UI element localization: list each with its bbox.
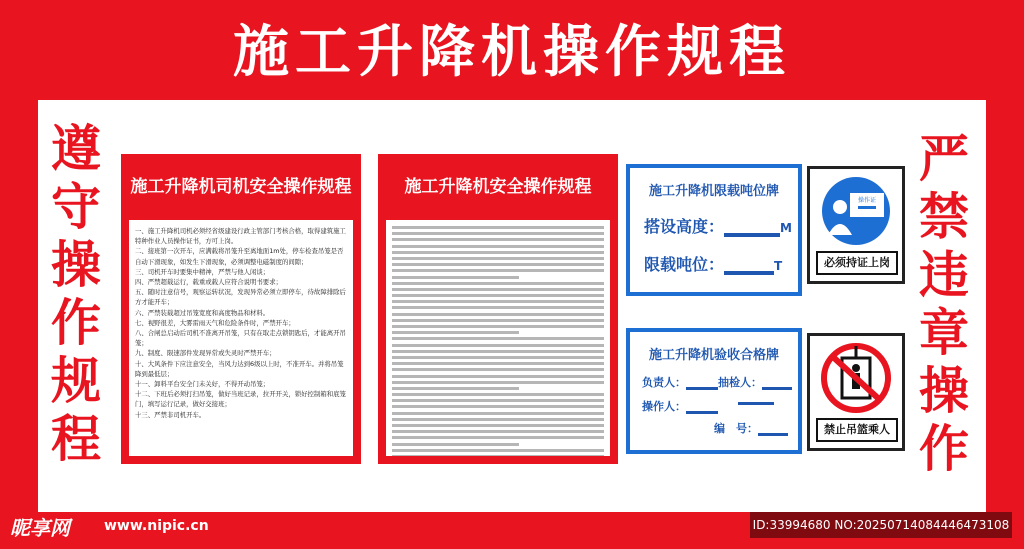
text-line (392, 226, 604, 229)
text-line (392, 232, 604, 235)
rule-item: 九、制度、限速部件发现异常或失灵时严禁开车； (135, 349, 276, 358)
text-line (392, 276, 519, 279)
certificate-label: 必须持证上岗 (816, 251, 898, 275)
board-title: 施工升降机操作规程 (233, 20, 791, 85)
rule-item: 三、司机开车时要集中精神，严禁与他人闲谈； (135, 267, 270, 276)
text-line (392, 337, 604, 340)
text-line (392, 418, 604, 421)
text-line (392, 263, 604, 266)
number-blank (758, 433, 788, 436)
no-riding-icon (810, 340, 902, 420)
text-line (392, 313, 604, 316)
load-unit: T (774, 259, 783, 273)
text-line (392, 257, 604, 260)
load-blank (724, 271, 774, 275)
acceptance-title: 施工升降机验收合格牌 (648, 348, 779, 363)
image-id-label: ID:33994680 NO:20250714084446473108 (750, 512, 1012, 538)
operator-row (642, 398, 718, 414)
rule-item: 八、合闸总启动后司机不准离开吊笼，只有在取走点锁钥匙后，才能离开吊笼； (135, 329, 346, 348)
owner-blank (686, 387, 718, 390)
driver-rules-list (129, 220, 353, 420)
number-label: 编 号： (714, 422, 758, 435)
height-row (644, 214, 792, 237)
text-line (392, 282, 604, 285)
extra-blank-row (738, 392, 774, 405)
text-line (392, 455, 604, 456)
load-label: 限载吨位： (644, 255, 725, 274)
load-limit-card (626, 164, 802, 296)
text-line (392, 399, 604, 402)
text-line (392, 436, 604, 439)
safety-rules-text-block (386, 220, 610, 456)
driver-rules-body (129, 220, 353, 456)
text-line (392, 381, 604, 384)
text-line (392, 430, 604, 433)
text-line (392, 319, 604, 322)
text-line (392, 306, 604, 309)
height-label: 搭设高度： (644, 217, 725, 236)
text-line (392, 405, 604, 408)
left-slogan: 遵守操作规程 (51, 120, 101, 468)
watermark-url: www.nipic.cn (104, 518, 209, 534)
rule-item: 二、接班第一次开车，应满载将吊笼升至离地面1m处，停车检查吊笼是否自动下滑现象，如发生下滑现象，必须调整电磁制度的间隙； (135, 247, 344, 266)
owner-label: 负责人： (642, 376, 686, 389)
certificate-icon (810, 173, 902, 253)
rule-item: 四、严禁超载运行，载重或载人应符合说明书要求； (135, 278, 282, 287)
text-line (392, 424, 604, 427)
text-line (392, 294, 604, 297)
text-line (392, 412, 604, 415)
rule-item: 七、视野很差，大雾雷雨天气和危险条件时，严禁开车； (135, 318, 295, 327)
load-row (644, 252, 782, 275)
text-line (392, 449, 604, 452)
text-line (392, 356, 604, 359)
right-slogan: 严禁违章操作 (919, 130, 969, 478)
safety-rules-panel (378, 154, 618, 464)
text-line (392, 344, 604, 347)
text-line (392, 325, 604, 328)
number-row (714, 420, 788, 436)
text-line (392, 443, 519, 446)
rule-item: 十二、下班后必须打扫吊笼，做好当班记录，拉开开关，锁好控制箱和底笼门，填写运行记录，做好交接班； (135, 390, 346, 409)
inspector-row (718, 374, 792, 390)
certificate-sign (807, 166, 905, 284)
text-line (392, 393, 604, 396)
height-blank (724, 233, 780, 237)
load-limit-title: 施工升降机限载吨位牌 (648, 184, 779, 199)
extra-blank (738, 402, 774, 405)
acceptance-card (626, 328, 802, 454)
inspector-label: 抽检人： (718, 376, 762, 389)
driver-rules-panel (121, 154, 361, 464)
text-line (392, 368, 604, 371)
rule-item: 一、施工升降机司机必须经省级建设行政主管部门考核合格，取得建筑施工特种作业人员操作证书，方可上岗。 (135, 227, 346, 246)
safety-rules-body (386, 220, 610, 456)
text-line (392, 375, 604, 378)
rule-item: 五、随时注意信号，观察运转状况，发现异常必须立即停车，待故障排除后方才能开车； (135, 288, 346, 307)
text-line (392, 245, 604, 248)
watermark-logo: 昵享网 (10, 516, 70, 540)
driver-rules-heading: 施工升降机司机安全操作规程 (130, 177, 352, 197)
operator-label: 操作人： (642, 400, 686, 413)
no-riding-label: 禁止吊篮乘人 (816, 418, 898, 442)
safety-rules-heading: 施工升降机安全操作规程 (404, 177, 592, 197)
inspector-blank (762, 387, 792, 390)
rule-item: 十、大风条件下应注意安全，当风力达到6级以上时，不准开车。并将吊笼降到最低层； (135, 359, 344, 378)
text-line (392, 288, 604, 291)
text-line (392, 387, 519, 390)
rule-item: 十三、严禁非司机开车。 (135, 410, 206, 419)
rule-item: 十一、卸料平台安全门未关好，不得开动吊笼； (135, 380, 270, 389)
no-riding-sign (807, 333, 905, 451)
text-line (392, 251, 604, 254)
height-unit: M (780, 221, 792, 235)
cert-badge-text: 操作证 (857, 197, 877, 204)
text-line (392, 362, 604, 365)
operator-blank (686, 411, 718, 414)
owner-row (642, 374, 718, 390)
text-line (392, 269, 604, 272)
text-line (392, 331, 519, 334)
text-line (392, 300, 604, 303)
rule-item: 六、严禁装载超过吊笼宽度和高度物品和材料。 (135, 308, 270, 317)
text-line (392, 238, 604, 241)
text-line (392, 350, 604, 353)
